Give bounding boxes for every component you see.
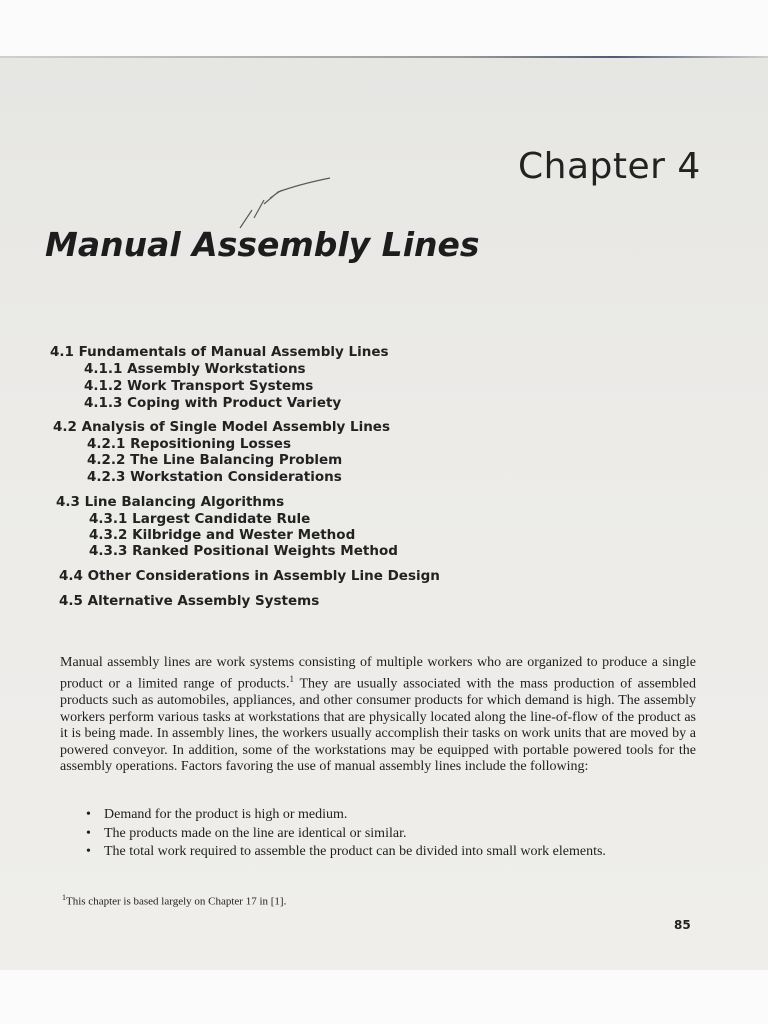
toc-entry: 4.3.2 Kilbridge and Wester Method — [89, 527, 356, 543]
page-number: 85 — [674, 918, 691, 932]
footnote-reference: 1 — [289, 674, 294, 685]
scan-margin-bottom — [0, 970, 768, 1024]
toc-entry: 4.1.1 Assembly Workstations — [84, 361, 306, 377]
toc-entry: 4.2.2 The Line Balancing Problem — [87, 452, 343, 468]
bullet-icon: • — [86, 825, 91, 841]
factors-list — [86, 807, 698, 863]
list-item: • The total work required to assemble the product can be divided into small work elements. — [86, 844, 606, 859]
toc-entry: 4.3.1 Largest Candidate Rule — [89, 511, 311, 527]
footnote: $^1$This chapter is based largely on Chapter 17 in [1]. — [62, 893, 287, 908]
footnote-marker: 1 — [62, 893, 66, 902]
toc-entry: 4.5 Alternative Assembly Systems — [59, 593, 320, 609]
toc-entry: 4.1 Fundamentals of Manual Assembly Lines — [50, 344, 389, 360]
toc-entry: 4.2.1 Repositioning Losses — [87, 436, 292, 452]
toc-entry: 4.1.2 Work Transport Systems — [84, 378, 314, 394]
bullet-icon: • — [86, 807, 91, 822]
toc-entry: 4.4 Other Considerations in Assembly Line Design — [59, 568, 440, 584]
chapter-title: Manual Assembly Lines — [45, 225, 480, 264]
chapter-label: Chapter 4 — [518, 146, 701, 187]
toc-entry: 4.3 Line Balancing Algorithms — [56, 494, 285, 510]
toc-entry: 4.2.3 Workstation Considerations — [87, 469, 342, 485]
list-item: • The products made on the line are identical or similar. — [86, 825, 407, 841]
list-item: • Demand for the product is high or medium. — [86, 807, 348, 822]
toc-entry: 4.1.3 Coping with Product Variety — [84, 395, 342, 411]
scan-margin-top — [0, 0, 768, 56]
toc-entry: 4.2 Analysis of Single Model Assembly Lines — [53, 419, 390, 435]
intro-paragraph: Manual assembly lines are work systems consisting of multiple workers who are organized to produce a single product or a limited range of products.$^1$ They are usually associated with the mass production of assembled products such as automobiles, appliances, and other consumer products for which demand is high. The assembly workers perform various tasks at workstations that are physically located along the line-of-flow of the product as it is being made. In assembly lines, the workers usually accomplish their tasks on work units that are moved by a powered conveyor. In addition, some of the workstations may be equipped with portable powered tools for the assembly operations. Factors favoring the use of manual assembly lines include the following: — [60, 655, 696, 775]
bullet-icon: • — [86, 844, 91, 859]
toc-entry: 4.3.3 Ranked Positional Weights Method — [89, 543, 398, 559]
